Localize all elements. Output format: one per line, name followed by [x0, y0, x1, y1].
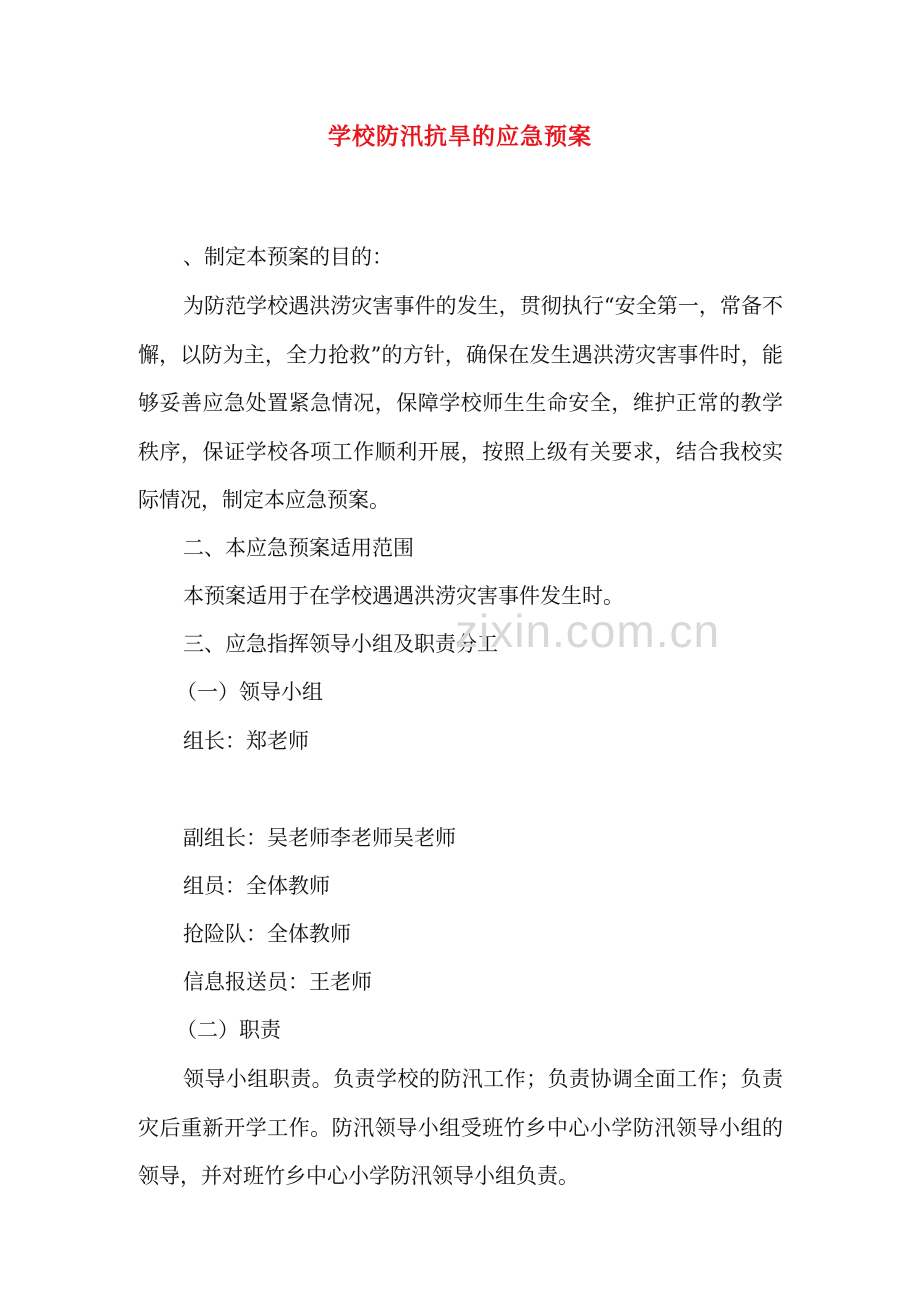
subheading-duties: （二）职责: [176, 1018, 281, 1042]
paragraph-purpose: 为防范学校遇洪涝灾害事件的发生，贯彻执行“安全第一，常备不懈，以防为主，全力抢救”的方针，确保在发生遇洪涝灾害事件时，能够妥善应急处置紧急情况，保障学校师生生命安全，维护正常的教学秩序，保证学校各项工作顺利开展，按照上级有关要求，结合我校实际情况，制定本应急预案。: [138, 294, 783, 512]
paragraph-scope: 本预案适用于在学校遇遇洪涝灾害事件发生时。: [183, 584, 624, 608]
paragraph-duties: 领导小组职责。负责学校的防汛工作；负责协调全面工作；负责灾后重新开学工作。防汛领导小组受班竹乡中心小学防汛领导小组的领导，并对班竹乡中心小学防汛领导小组负责。: [138, 1067, 783, 1188]
subheading-leadership-group: （一）领导小组: [176, 680, 323, 704]
deputy-leaders: 副组长：吴老师李老师吴老师: [183, 826, 456, 850]
group-leader: 组长：郑老师: [183, 729, 309, 753]
section-heading-command: 三、应急指挥领导小组及职责分工: [183, 632, 498, 656]
document-title: 学校防汛抗旱的应急预案: [328, 123, 592, 150]
info-reporter: 信息报送员：王老师: [183, 970, 372, 994]
section-heading-purpose: 、制定本预案的目的：: [183, 245, 393, 269]
group-members: 组员：全体教师: [183, 874, 330, 898]
rescue-team: 抢险队：全体教师: [183, 922, 351, 946]
section-heading-scope: 二、本应急预案适用范围: [183, 536, 414, 560]
watermark-text: zixin.com.cn: [455, 605, 721, 657]
